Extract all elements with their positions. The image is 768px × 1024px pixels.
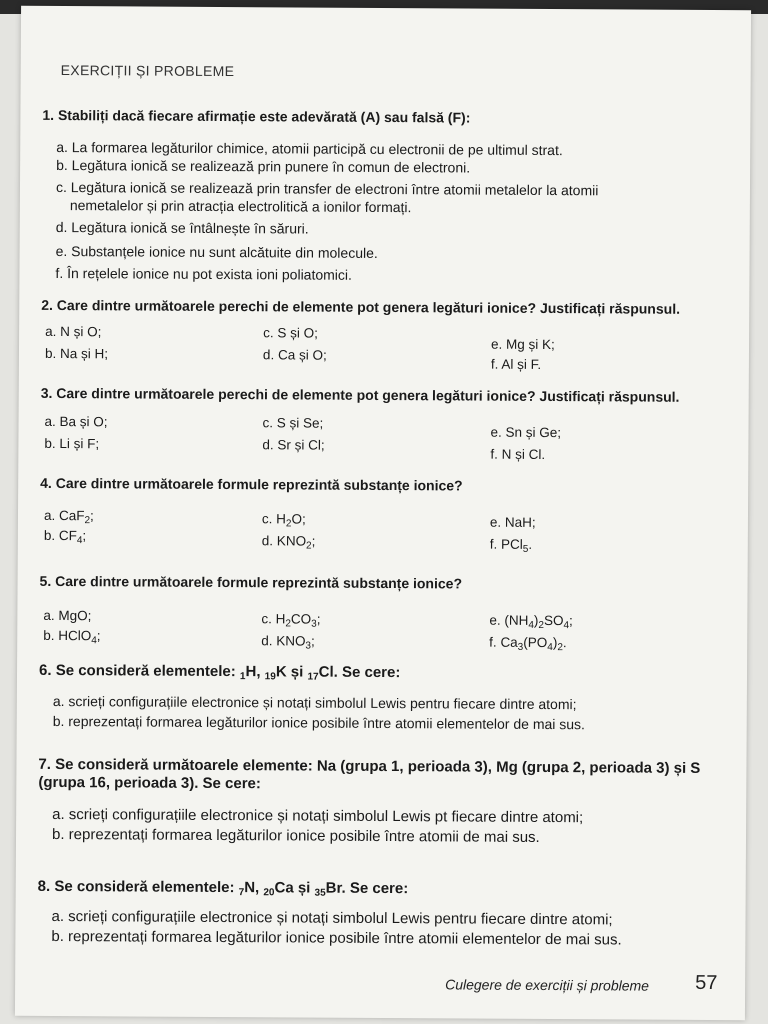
question-text: Stabiliți dacă fiecare afirmație este adevărată (A) sau falsă (F): — [57, 107, 471, 126]
option-b: b. HClO$_4$; — [43, 627, 101, 647]
statement-d: d. Legătura ionică se întâlnește în săruri. — [55, 218, 309, 237]
question-text: Care dintre următoarele perechi de elemente pot genera legături ionice? Justificați răspunsul. — [56, 385, 680, 405]
question-4 — [40, 474, 720, 554]
task-b: b. reprezentați formarea legăturilor ionice posibile între atomii de mai sus. — [51, 825, 540, 846]
task-a: a. scrieți configurațiile electronice și notați simbolul Lewis pentru fiecare dintre atomi; — [51, 907, 613, 929]
question-number: 1. — [42, 106, 55, 123]
option-f: f. Al și F. — [490, 356, 542, 372]
option-d: d. Ca și O; — [262, 347, 327, 363]
option-c: c. $H_2CO_3$; — [261, 611, 321, 630]
option-d: d. $KNO_2$; — [261, 533, 316, 552]
option-f: f. PCl$_5$. — [489, 536, 533, 555]
statement-b: b. Legătura ionică se realizează prin punere în comun de electroni. — [56, 156, 471, 176]
footer-book-title: Culegere de exerciții și probleme — [445, 976, 650, 994]
page-number: 57 — [695, 971, 718, 995]
option-c: c. $H_2O$; — [261, 511, 306, 530]
option-a: a. N și O; — [45, 323, 102, 340]
option-e: e. $(NH_4)_2SO_4$; — [489, 612, 573, 632]
question-3 — [40, 384, 720, 464]
question-text: Care dintre următoarele formule reprezintă substanțe ionice? — [55, 572, 463, 592]
option-e: e. Sn și Ge; — [490, 424, 562, 441]
book-page — [15, 6, 751, 1020]
question-number: 3. — [40, 384, 53, 401]
statement-f: f. În rețelele ionice nu pot exista ioni poliatomici. — [55, 264, 353, 283]
option-c: c. S și Se; — [262, 415, 324, 431]
question-8: 8. Se consideră elementele: $_7$N, $_{20}$Ca și $_{35}$Br. Se cere: a. scrieți configurațiile electronice și notați simbolul Lewis pentru fiecare dintre atomi; b. reprezentați formarea legăturilor ionice posibile între atomii elementelor de mai sus. — [37, 878, 717, 950]
option-a: a. Ba și O; — [44, 413, 108, 430]
option-f: f. $Ca_3(PO_4)_2$. — [489, 634, 567, 654]
question-number: 5. — [39, 572, 52, 589]
option-e: e. NaH; — [489, 514, 536, 530]
question-number: 2. — [41, 296, 54, 313]
question-number: 6. — [38, 661, 52, 679]
task-a: a. scrieți configurațiile electronice și notați simbolul Lewis pt fiecare dintre atomi; — [52, 805, 584, 827]
question-text: Se consideră elementele: — [55, 662, 236, 681]
option-f: f. N și Cl. — [490, 446, 546, 462]
option-d: d. Sr și Cl; — [262, 437, 325, 453]
question-5 — [39, 572, 719, 654]
question-text: Care dintre următoarele perechi de elemente pot genera legături ionice? Justificați răspunsul. — [56, 297, 681, 317]
option-b: b. Li și F; — [44, 435, 100, 452]
question-number: 7. — [38, 755, 52, 773]
section-title: EXERCIȚII ȘI PROBLEME — [60, 62, 235, 80]
question-7 — [38, 756, 719, 848]
question-2 — [41, 296, 721, 370]
task-b: b. reprezentați formarea legăturilor ionice posibile între atomii elementelor de mai sus. — [52, 712, 586, 733]
option-e: e. Mg și K; — [490, 336, 555, 353]
question-text: Se consideră elementele: — [54, 877, 235, 897]
question-text: Care dintre următoarele formule reprezintă substanțe ionice? — [55, 475, 463, 494]
task-b: b. reprezentați formarea legăturilor ionice posibile între atomii elementelor de mai sus. — [51, 927, 622, 949]
question-1 — [41, 106, 722, 286]
option-d: d. $KNO_3$; — [261, 633, 315, 652]
question-text-continued: (grupa 16, perioada 3). Se cere: — [38, 773, 261, 793]
option-a: a. CaF$_2$; — [43, 507, 94, 527]
question-text: Se consideră următoarele elemente: Na (grupa 1, perioada 3), Mg (grupa 2, perioada 3) și S — [55, 756, 701, 777]
option-a: a. MgO; — [43, 607, 92, 624]
statement-c-continued: nemetalelor și prin atracția electrolitică a ionilor formați. — [69, 197, 412, 216]
question-6: 6. Se consideră elementele: $_1$H, $_{19}$K și $_{17}$Cl. Se cere: a. scrieți configurațiile electronice și notați simbolul Lewis pentru fiecare dintre atomi; b. reprezentați formarea legăturilor ionice posibile între atomii elementelor de mai sus. — [39, 662, 719, 734]
task-a: a. scrieți configurațiile electronice și notați simbolul Lewis pentru fiecare dintre atomi; — [52, 692, 577, 713]
question-number: 8. — [37, 877, 51, 895]
option-c: c. S și O; — [263, 325, 318, 341]
option-b: b. Na și H; — [44, 345, 109, 362]
option-b: b. $CF_4$; — [43, 527, 87, 547]
statement-a: a. La formarea legăturilor chimice, atomii participă cu electronii de pe ultimul strat. — [56, 138, 563, 159]
statement-e: e. Substanțele ionice nu sunt alcătuite din molecule. — [55, 242, 378, 261]
statement-c: c. Legătura ionică se realizează prin transfer de electroni între atomii metalelor la atomii — [55, 178, 599, 199]
question-number: 4. — [40, 474, 52, 491]
